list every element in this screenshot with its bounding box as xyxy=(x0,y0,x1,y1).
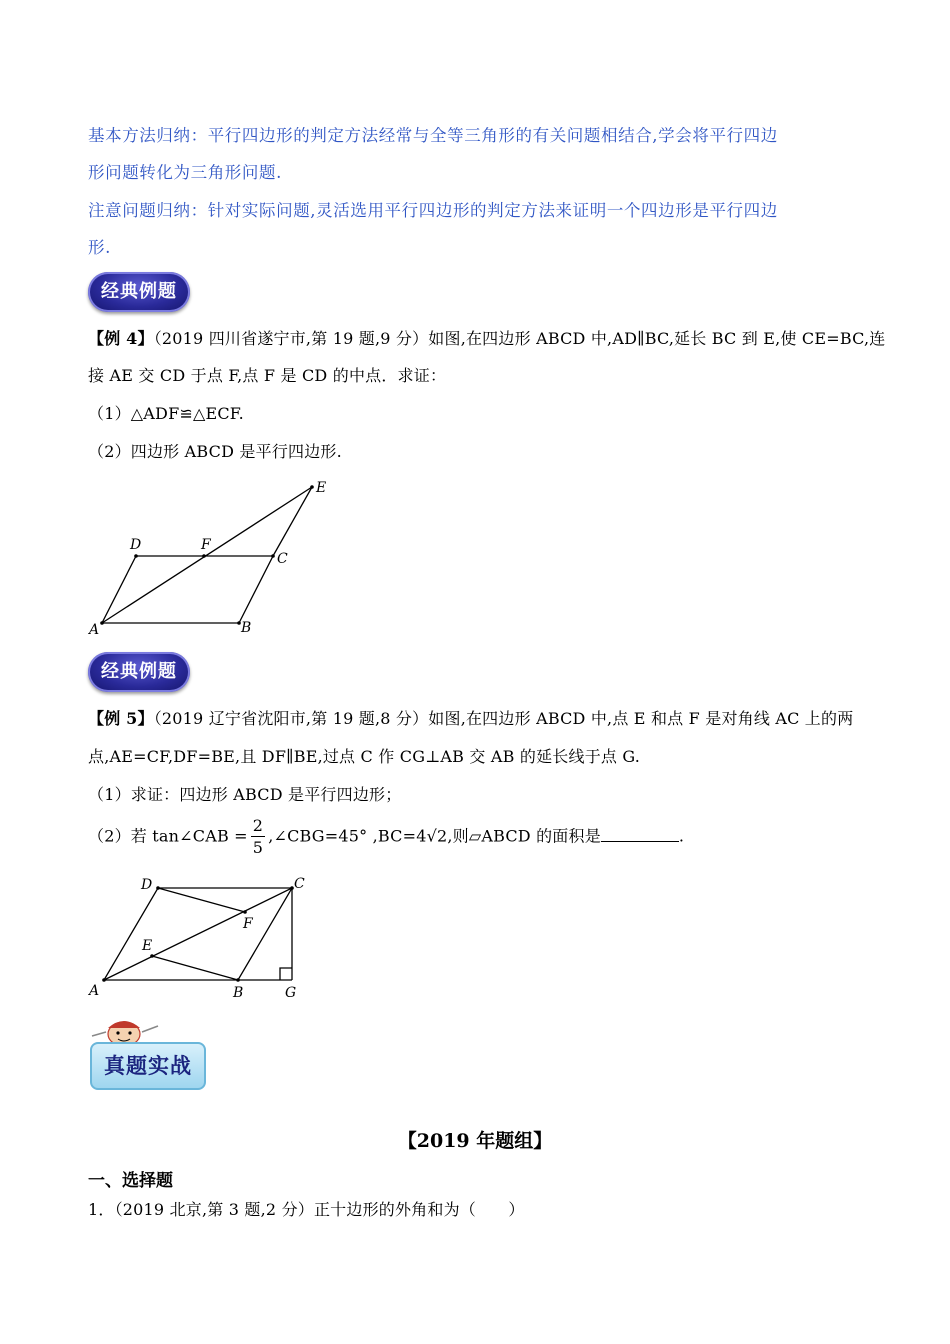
example5-q2-end: . xyxy=(678,826,685,846)
example4-line1 xyxy=(88,326,885,349)
example5-tag: 【例 5】 xyxy=(88,709,154,728)
right-angle-mark xyxy=(280,968,292,980)
example5-text1: （2019 辽宁省沈阳市,第 19 题,8 分）如图,在四边形 ABCD 中,点 E 和点 F 是对角线 AC 上的两 xyxy=(153,709,854,728)
segment-be xyxy=(152,956,238,980)
segment-ce xyxy=(273,487,312,556)
label-f-2: F xyxy=(243,916,253,932)
classic-example-badge: 经典例题 xyxy=(88,272,190,312)
example4-figure xyxy=(80,472,350,642)
label-c: C xyxy=(277,551,288,567)
example4-line2: 接 AE 交 CD 于点 F,点 F 是 CD 的中点．求证： xyxy=(88,366,447,385)
example5-question1: （1）求证：四边形 ABCD 是平行四边形； xyxy=(88,785,402,804)
example4-text1: （2019 四川省遂宁市,第 19 题,9 分）如图,在四边形 ABCD 中,AD∥BC,延长 BC 到 E,使 CE=BC,连 xyxy=(153,329,886,348)
example5-line1 xyxy=(88,706,853,729)
label-e: E xyxy=(316,480,327,496)
label-f: F xyxy=(201,537,211,553)
label-a: A xyxy=(89,622,100,638)
fraction-two-fifths xyxy=(251,818,265,856)
method-summary-line1: 基本方法归纳：平行四边形的判定方法经常与全等三角形的有关问题相结合,学会将平行四边 xyxy=(88,126,778,145)
answer-blank xyxy=(601,827,679,842)
example5-q2-prefix: （2）若 tan∠CAB = xyxy=(88,826,248,846)
label-c-2: C xyxy=(294,876,305,892)
method-summary-line2: 形问题转化为三角形问题. xyxy=(88,163,282,182)
label-e-2: E xyxy=(142,938,153,954)
caution-summary-line2: 形. xyxy=(88,238,111,257)
example4-question2: （2）四边形 ABCD 是平行四边形. xyxy=(88,442,342,461)
label-d-2: D xyxy=(141,877,153,893)
caution-summary-line1: 注意问题归纳：针对实际问题,灵活选用平行四边形的判定方法来证明一个四边形是平行四边 xyxy=(88,201,778,220)
label-b-2: B xyxy=(233,985,244,1001)
question-1: 1．（2019 北京,第 3 题,2 分）正十边形的外角和为（ ） xyxy=(88,1200,525,1219)
label-g: G xyxy=(285,985,297,1001)
example5-figure xyxy=(80,870,320,1005)
section-title: 一、选择题 xyxy=(88,1171,173,1191)
parallelogram-abcd xyxy=(102,556,273,623)
segment-df xyxy=(158,888,245,912)
fraction-numerator: 2 xyxy=(252,816,264,835)
example5-q2-suffix: ,∠CBG=45° ,BC=4√2,则▱ABCD 的面积是 xyxy=(268,826,601,846)
example5-line2: 点,AE=CF,DF=BE,且 DF∥BE,过点 C 作 CG⊥AB 交 AB 的延长线于点 G. xyxy=(88,747,641,766)
label-b: B xyxy=(241,620,252,636)
label-d: D xyxy=(130,537,142,553)
example4-tag: 【例 4】 xyxy=(88,329,154,348)
label-a-2: A xyxy=(89,983,100,999)
fraction-denominator: 5 xyxy=(252,838,264,857)
example4-question1: （1）△ADF≌△ECF. xyxy=(88,404,244,423)
classic-example-badge-2: 经典例题 xyxy=(88,652,190,692)
diagonal-ac xyxy=(104,888,292,980)
real-exam-practice-badge: 真题实战 xyxy=(90,1042,206,1090)
example5-question2 xyxy=(88,818,684,856)
group-title: 【2019 年题组】 xyxy=(397,1130,553,1152)
